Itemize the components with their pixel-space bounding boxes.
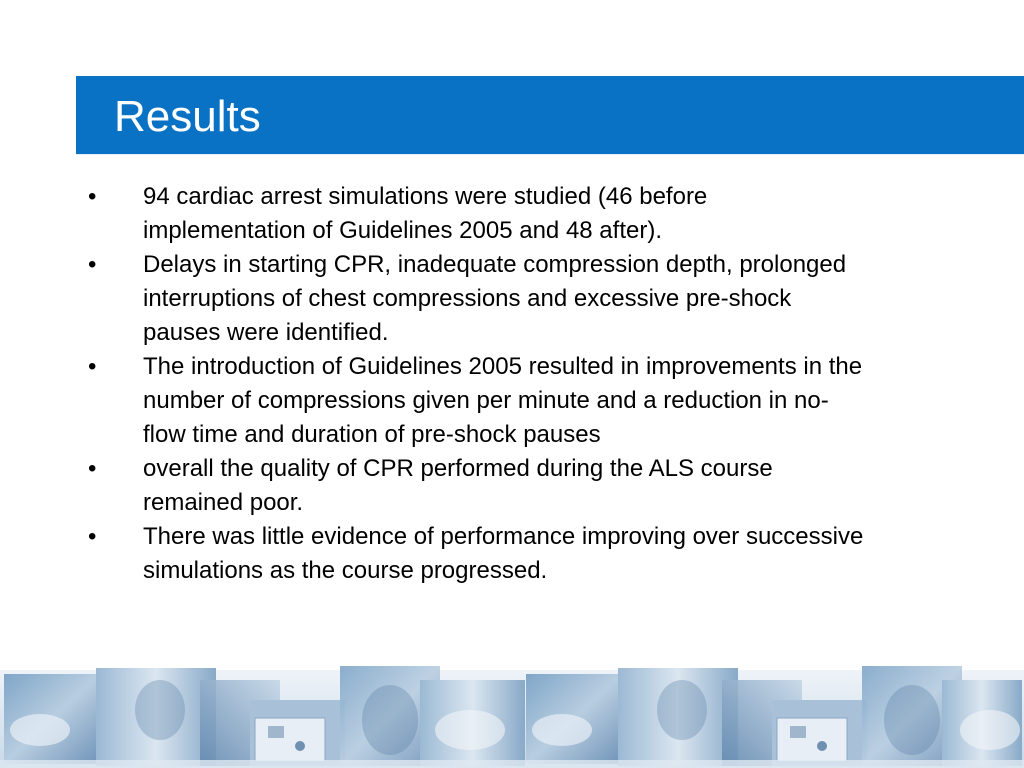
bullet-dot: • [88,251,97,278]
bullet-dot: • [88,353,97,380]
bullet-dot: • [88,455,97,482]
medical-photo-banner [0,660,1024,768]
bullet-dot: • [88,183,97,210]
banner-graphic [0,660,1024,768]
bullet-item [88,180,868,248]
bullet-item [88,350,868,452]
bullet-item [88,452,868,520]
slide-title: Results [114,92,261,141]
bullet-text: overall the quality of CPR performed during the ALS course remained poor. [143,455,773,516]
banner-tile-right [526,666,1022,766]
bullet-list [88,180,868,588]
bullet-text: Delays in starting CPR, inadequate compression depth, prolonged interruptions of chest compressions and excessive pre-shock pauses were identified. [143,251,847,346]
bullet-text: The introduction of Guidelines 2005 resulted in improvements in the number of compressions given per minute and a reduction in no-flow time and duration of pre-shock pauses [143,353,863,448]
bullet-item [88,248,868,350]
title-bar [76,76,1024,154]
bullet-dot: • [88,523,97,550]
banner-tile-left [4,666,525,766]
bullet-item [88,520,868,588]
bullet-text: There was little evidence of performance improving over successive simulations as the course progressed. [143,523,864,584]
bullet-text: 94 cardiac arrest simulations were studied (46 before implementation of Guidelines 2005 and 48 after). [143,183,708,244]
